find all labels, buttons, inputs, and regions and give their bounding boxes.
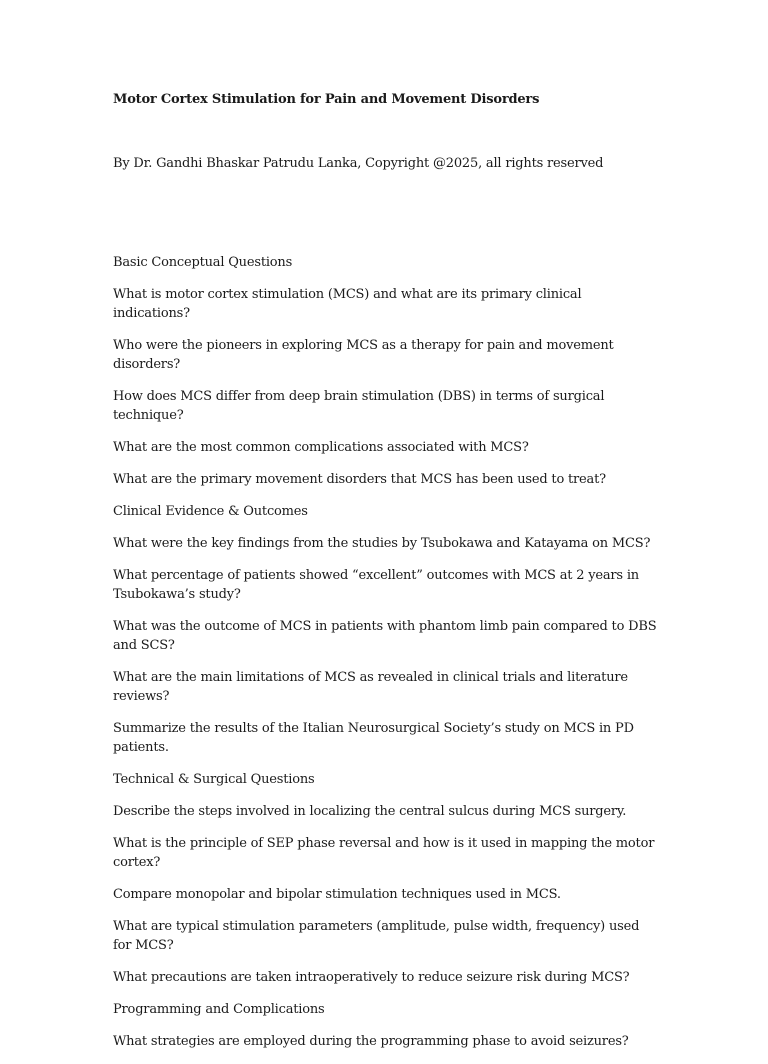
question-item: Who were the pioneers in exploring MCS as a therapy for pain and movement disorders? [113,338,614,372]
question-item: How does MCS differ from deep brain stimulation (DBS) in terms of surgical technique? [113,389,605,423]
question-item: What precautions are taken intraoperatively to reduce seizure risk during MCS? [113,970,630,985]
section-heading: Technical & Surgical Questions [113,772,315,787]
section-heading: Programming and Complications [113,1002,325,1017]
question-item: What are the most common complications associated with MCS? [113,440,529,455]
section-heading: Basic Conceptual Questions [113,255,293,270]
document-content [113,253,658,1064]
question-item: What are the main limitations of MCS as revealed in clinical trials and literature reviews? [113,670,628,704]
question-item: What are typical stimulation parameters (amplitude, pulse width, frequency) used for MCS? [113,919,640,953]
question-item: What are the primary movement disorders that MCS has been used to treat? [113,472,606,487]
question-item: What is the principle of SEP phase reversal and how is it used in mapping the motor cortex? [113,836,655,870]
question-item: Describe the steps involved in localizing the central sulcus during MCS surgery. [113,804,627,819]
question-item: Summarize the results of the Italian Neurosurgical Society’s study on MCS in PD patients. [113,721,634,755]
question-item: What is motor cortex stimulation (MCS) and what are its primary clinical indications? [113,287,582,321]
section-heading: Clinical Evidence & Outcomes [113,504,308,519]
question-item: What percentage of patients showed “excellent” outcomes with MCS at 2 years in Tsubokawa’s study? [113,568,639,602]
document-byline: By Dr. Gandhi Bhaskar Patrudu Lanka, Copyright @2025, all rights reserved [113,156,604,171]
question-item: What were the key findings from the studies by Tsubokawa and Katayama on MCS? [113,536,651,551]
document-title: Motor Cortex Stimulation for Pain and Movement Disorders [113,92,540,107]
question-item: Compare monopolar and bipolar stimulation techniques used in MCS. [113,887,561,902]
question-item: What strategies are employed during the programming phase to avoid seizures? [113,1034,629,1049]
question-item: What was the outcome of MCS in patients with phantom limb pain compared to DBS and SCS? [113,619,657,653]
